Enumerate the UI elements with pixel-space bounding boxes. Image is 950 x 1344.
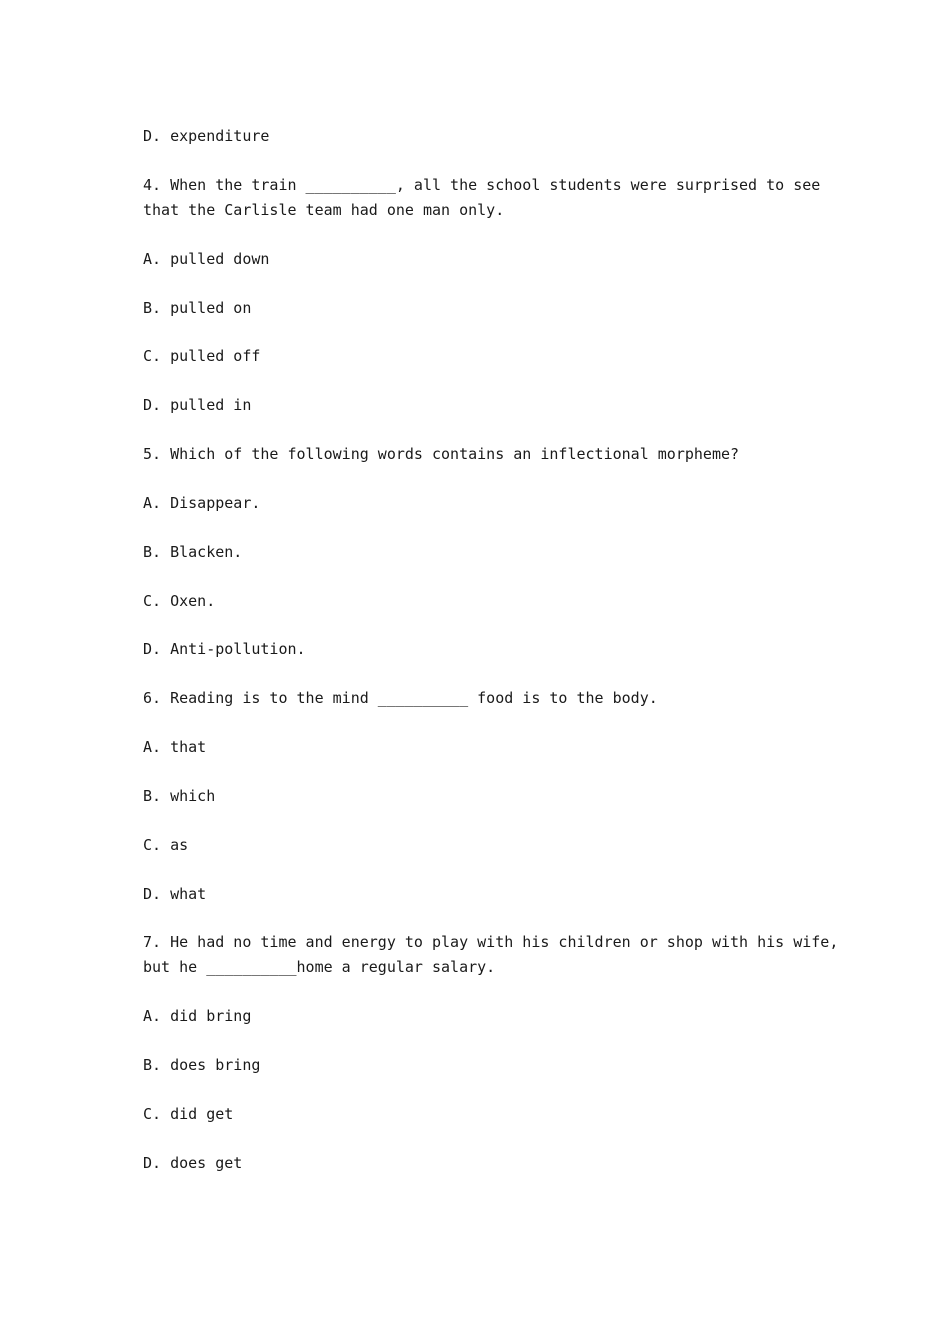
q7-option-a: A. did bring bbox=[143, 1007, 252, 1025]
q6-option-a: A. that bbox=[143, 738, 207, 756]
question-4-line-1: 4. When the train __________, all the school students were surprised to see bbox=[143, 176, 821, 194]
q5-option-c: C. Oxen. bbox=[143, 592, 216, 610]
question-4 bbox=[143, 173, 821, 223]
question-7-line-1: 7. He had no time and energy to play with his children or shop with his wife, bbox=[143, 933, 839, 951]
question-5: 5. Which of the following words contains an inflectional morpheme? bbox=[143, 445, 740, 463]
q7-option-d: D. does get bbox=[143, 1154, 243, 1172]
question-7-line-2: but he __________home a regular salary. bbox=[143, 958, 496, 976]
q6-option-d: D. what bbox=[143, 885, 207, 903]
q6-option-c: C. as bbox=[143, 836, 189, 854]
q3-option-d: D. expenditure bbox=[143, 127, 270, 145]
question-6: 6. Reading is to the mind __________ food is to the body. bbox=[143, 689, 658, 707]
q6-option-b: B. which bbox=[143, 787, 216, 805]
q5-option-d: D. Anti-pollution. bbox=[143, 640, 306, 658]
question-7 bbox=[143, 930, 839, 980]
q5-option-a: A. Disappear. bbox=[143, 494, 261, 512]
q7-option-c: C. did get bbox=[143, 1105, 234, 1123]
q4-option-a: A. pulled down bbox=[143, 250, 270, 268]
q4-option-b: B. pulled on bbox=[143, 299, 252, 317]
question-4-line-2: that the Carlisle team had one man only. bbox=[143, 201, 505, 219]
q7-option-b: B. does bring bbox=[143, 1056, 261, 1074]
q4-option-d: D. pulled in bbox=[143, 396, 252, 414]
q4-option-c: C. pulled off bbox=[143, 347, 261, 365]
q5-option-b: B. Blacken. bbox=[143, 543, 243, 561]
